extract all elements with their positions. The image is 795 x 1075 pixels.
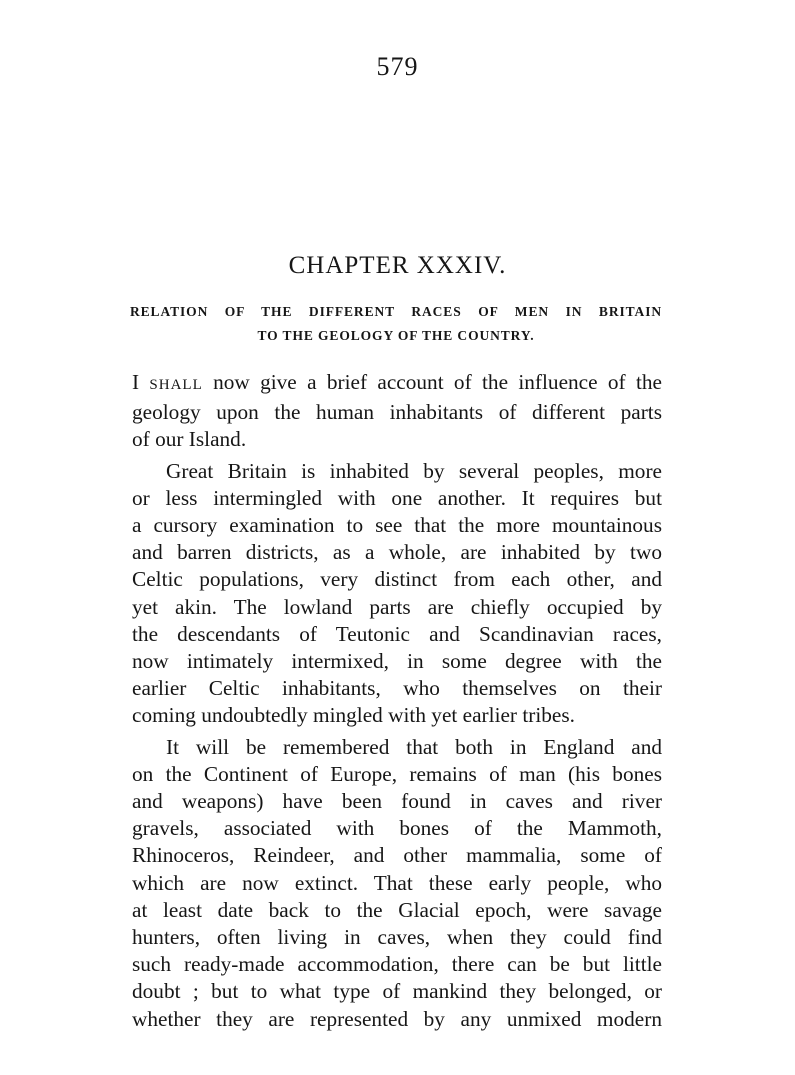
text-line: Celtic populations, very distinct from each other, and (132, 567, 662, 592)
text-line: gravels, associated with bones of the Mammoth, (132, 816, 662, 841)
text-line: a cursory examination to see that the more mountainous (132, 513, 662, 538)
drop-word: I (132, 370, 140, 394)
page-number: 579 (376, 52, 419, 81)
text-line: which are now extinct. That these early people, who (132, 870, 662, 895)
small-caps-word: SHALL (149, 377, 203, 393)
text-line: Great Britain is inhabited by several peoples, more (166, 458, 662, 483)
paragraph (132, 734, 662, 1033)
chapter-subtitle (130, 300, 662, 348)
text-line: doubt ; but to what type of mankind they belonged, or (132, 979, 662, 1004)
text-line: on the Continent of Europe, remains of man (his bones (132, 761, 662, 786)
paragraph (132, 458, 662, 730)
text-line: and barren districts, as a whole, are inhabited by two (132, 540, 662, 565)
text-line (132, 369, 662, 399)
text-line: yet akin. The lowland parts are chiefly occupied by (132, 594, 662, 619)
text-line: such ready-made accommodation, there can be but little (132, 952, 662, 977)
text-line: now intimately intermixed, in some degree with the (132, 649, 662, 674)
text-line: at least date back to the Glacial epoch, were savage (132, 897, 662, 922)
subtitle-line: RELATION OF THE DIFFERENT RACES OF MEN IN BRITAIN (130, 304, 662, 319)
text-line: of our Island. (132, 427, 247, 452)
text-line: earlier Celtic inhabitants, who themselves on their (132, 676, 662, 701)
text-line: the descendants of Teutonic and Scandinavian races, (132, 621, 662, 646)
text-line: whether they are represented by any unmixed modern (132, 1006, 662, 1031)
text-line: Rhinoceros, Reindeer, and other mammalia, some of (132, 843, 662, 868)
subtitle-line: TO THE GEOLOGY OF THE COUNTRY. (257, 328, 535, 343)
text-line: It will be remembered that both in England and (166, 734, 662, 759)
text-line: and weapons) have been found in caves and river (132, 789, 662, 814)
text-fragment: now give a brief account of the influence of the (202, 370, 662, 394)
chapter-title: CHAPTER XXXIV. (288, 252, 507, 279)
paragraph (132, 369, 662, 454)
text-line: geology upon the human inhabitants of different parts (132, 400, 662, 425)
text-line: or less intermingled with one another. It requires but (132, 485, 662, 510)
text-line: coming undoubtedly mingled with yet earlier tribes. (132, 703, 575, 728)
text-line: hunters, often living in caves, when they could find (132, 925, 662, 950)
body-text (132, 369, 662, 1033)
